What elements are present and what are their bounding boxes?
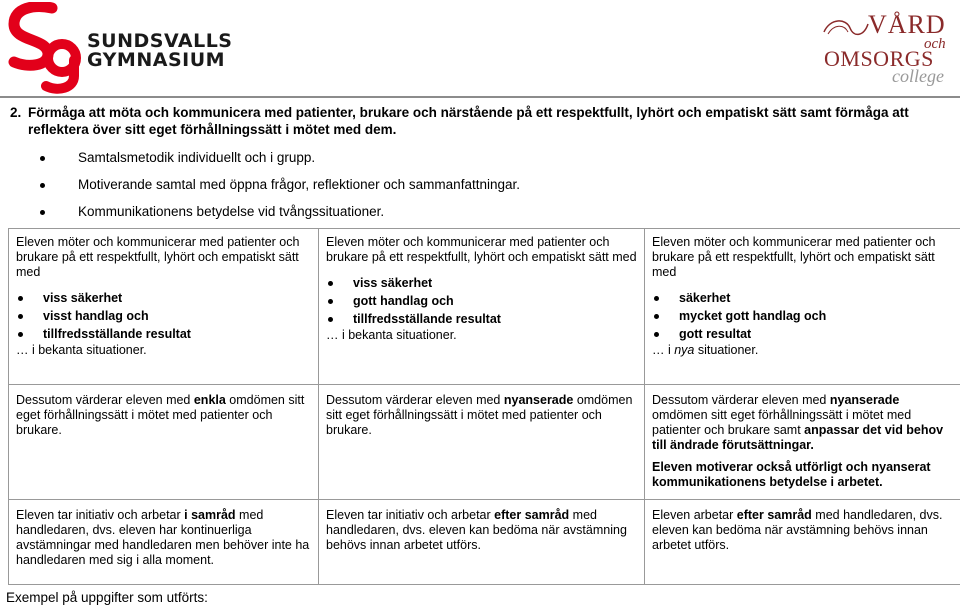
table-cell-grade-e: [9, 229, 319, 385]
table-cell-grade-a: [645, 500, 960, 585]
bullet-icon: [328, 317, 333, 322]
criteria-item: mycket gott handlag och: [652, 307, 953, 325]
page-header: [0, 0, 960, 95]
cell-intro: Eleven möter och kommunicerar med patienter och brukare på ett respektfullt, lyhört och empatiskt sätt med: [326, 235, 637, 264]
criteria-item: gott resultat: [652, 325, 953, 343]
criteria-list: [652, 289, 953, 343]
bullet-icon: [18, 296, 23, 301]
criteria-list: [326, 274, 637, 328]
criteria-item: säkerhet: [652, 289, 953, 307]
independence-text: Eleven arbetar efter samråd med handledaren, dvs. eleven kan bedöma när avstämning behövs innan arbetet utförs.: [652, 508, 943, 552]
college-logo-vard: VÅRD: [868, 10, 946, 39]
school-name-line2: GYMNASIUM: [87, 49, 226, 71]
table-cell-grade-a: [645, 385, 960, 500]
bullet-icon: [40, 210, 45, 215]
reflection-text: Dessutom värderar eleven med nyanserade omdömen sitt eget förhållningssätt i mötet med patienter och brukare.: [326, 393, 633, 437]
table-cell-grade-e: [9, 500, 319, 585]
bullet-icon: [18, 332, 23, 337]
sundsvalls-gymnasium-logo: [4, 2, 244, 94]
topic-text: Samtalsmetodik individuellt och i grupp.: [78, 150, 316, 165]
topic-text: Kommunikationens betydelse vid tvångssituationer.: [78, 204, 385, 219]
situation-context: … i nya situationer.: [652, 343, 759, 357]
table-row: [9, 229, 960, 385]
grading-criteria-table: [8, 228, 960, 585]
section-title: Förmåga att möta och kommunicera med patienter, brukare och närstående på ett respektfullt, lyhört och empatiskt sätt samt förmåga att reflektera över sitt eget förhållningssätt i mötet med dem.: [28, 105, 909, 137]
criteria-item: viss säkerhet: [326, 274, 637, 292]
school-name-line1: SUNDSVALLS: [87, 30, 233, 52]
independence-text: Eleven tar initiativ och arbetar i samråd med handledaren, dvs. eleven har kontinuerliga avstämningar med handledaren men behöver inte ha handledaren med sig i alla moment.: [16, 508, 310, 567]
topic-text: Motiverande samtal med öppna frågor, reflektioner och sammanfattningar.: [78, 177, 520, 192]
table-cell-grade-a: [645, 229, 960, 385]
cell-intro: Eleven möter och kommunicerar med patienter och brukare på ett respektfullt, lyhört och empatiskt sätt med: [652, 235, 936, 279]
table-cell-grade-e: [9, 385, 319, 500]
criteria-item: tillfredsställande resultat: [326, 310, 637, 328]
reflection-text: Dessutom värderar eleven med nyanserade omdömen sitt eget förhållningssätt i mötet med patienter och brukare samt anpassar det vid behov till ändrade förutsättningar.: [652, 393, 944, 452]
table-cell-grade-c: [319, 385, 645, 500]
bullet-icon: [328, 299, 333, 304]
cell-intro: Eleven möter och kommunicerar med patienter och brukare på ett respektfullt, lyhört och empatiskt sätt med: [16, 235, 300, 279]
school-name: [87, 32, 233, 70]
sg-monogram-icon: [4, 2, 84, 94]
motivation-text: Eleven motiverar också utförligt och nyanserat kommunikationens betydelse i arbetet.: [652, 460, 931, 489]
bullet-icon: [18, 314, 23, 319]
swirl-ornament-icon: [820, 14, 870, 44]
criteria-item: viss säkerhet: [16, 289, 311, 307]
table-cell-grade-c: [319, 229, 645, 385]
table-row: [9, 500, 960, 585]
reflection-text: Dessutom värderar eleven med enkla omdömen sitt eget förhållningssätt i mötet med patienter och brukare.: [16, 393, 305, 437]
criteria-item: tillfredsställande resultat: [16, 325, 311, 343]
bullet-icon: [654, 296, 659, 301]
situation-context: … i bekanta situationer.: [16, 343, 147, 357]
bullet-icon: [40, 156, 45, 161]
criteria-list: [16, 289, 311, 343]
section-number: 2.: [10, 105, 22, 120]
college-logo-omsorgs: OMSORGS: [824, 46, 934, 71]
criteria-item: gott handlag och: [326, 292, 637, 310]
table-cell-grade-c: [319, 500, 645, 585]
bullet-icon: [40, 183, 45, 188]
bullet-icon: [654, 314, 659, 319]
college-logo-college: college: [892, 66, 944, 86]
bullet-icon: [328, 281, 333, 286]
table-row: [9, 385, 960, 500]
situation-context: … i bekanta situationer.: [326, 328, 457, 342]
criteria-item: visst handlag och: [16, 307, 311, 325]
vard-omsorgs-college-logo: [820, 8, 960, 90]
college-logo-och: och: [924, 36, 946, 52]
header-divider: [0, 96, 960, 98]
independence-text: Eleven tar initiativ och arbetar efter samråd med handledaren, dvs. eleven kan bedöma när avstämning behövs innan arbetet utförs.: [326, 508, 627, 552]
examples-label: Exempel på uppgifter som utförts:: [6, 590, 208, 605]
bullet-icon: [654, 332, 659, 337]
